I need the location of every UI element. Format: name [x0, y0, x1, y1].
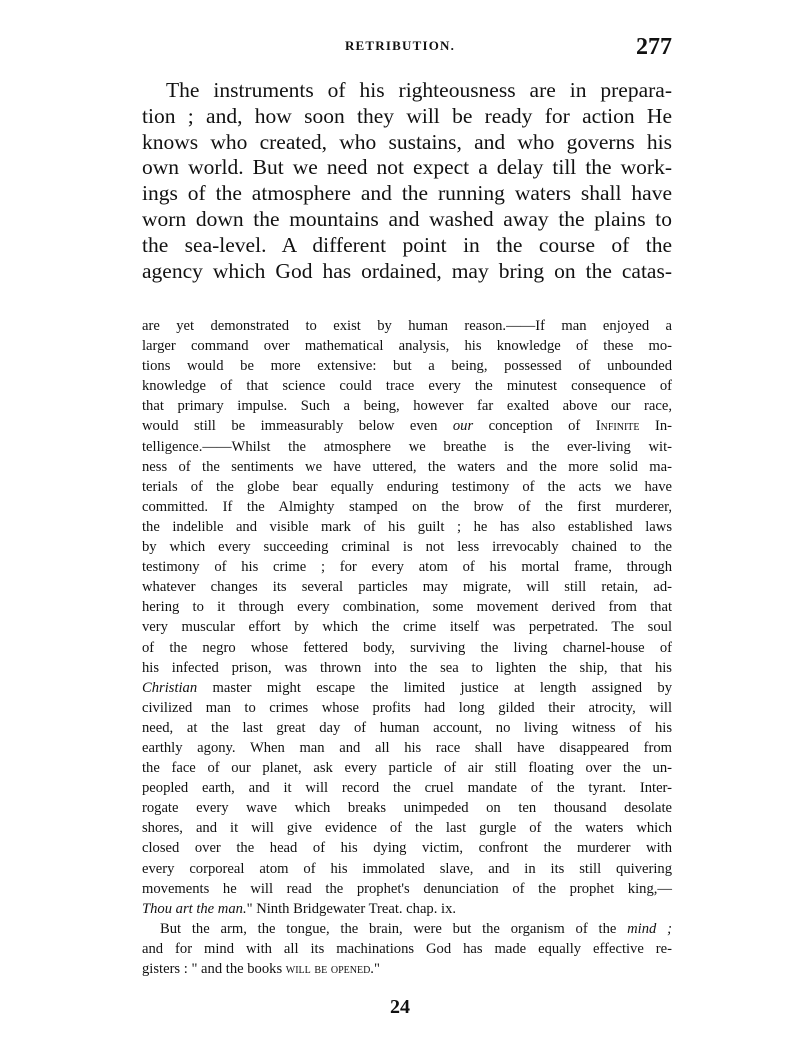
note-line: closed over the head of his dying victim, confront the murderer with	[142, 840, 672, 857]
note-text: But the arm, the tongue, the brain, were but the organism of the	[160, 920, 628, 937]
main-paragraph	[142, 78, 672, 284]
note-line: knowledge of that science could trace every the minutest consequence of	[142, 378, 672, 395]
main-text-line: the sea-level. A different point in the course of the	[142, 232, 672, 257]
note-line: need, at the last great day of human account, no living witness of his	[142, 719, 672, 736]
emphasis-our: our	[452, 418, 474, 435]
main-text-line: worn down the mountains and washed away the plains to	[142, 206, 672, 231]
note-line	[142, 416, 672, 436]
note-text: " Ninth Bridgewater Treat. chap. ix.	[246, 900, 457, 917]
note-line: very muscular effort by which the crime itself was perpetrated. The soul	[142, 619, 672, 636]
signature-mark: 24	[390, 996, 410, 1018]
note-text: master might escape the limited justice at length assigned by	[197, 679, 672, 696]
note-line: the face of our planet, ask every particle of air still floating over the un-	[142, 760, 672, 777]
note-line: civilized man to crimes whose profits had long gilded their atrocity, will	[142, 699, 672, 716]
note-line: hering to it through every combination, some movement derived from that	[142, 599, 672, 616]
note-text: gisters : " and the books	[142, 961, 286, 977]
note-line: telligence.——Whilst the atmosphere we breathe is the ever-living wit-	[142, 438, 672, 455]
note-line: by which every succeeding criminal is not less irrevocably chained to the	[142, 539, 672, 556]
note-line	[142, 899, 672, 919]
note-line: his infected prison, was thrown into the sea to lighten the ship, that his	[142, 659, 672, 676]
note-line: tions would be more extensive: but a being, possessed of unbounded	[142, 358, 672, 375]
note-line: of the negro whose fettered body, surviving the living charnel-house of	[142, 639, 672, 656]
note-line: that primary impulse. Such a being, however far exalted above our race,	[142, 398, 672, 415]
note-line	[142, 678, 672, 698]
running-title: RETRIBUTION.	[344, 38, 456, 53]
note-line: every corporeal atom of his immolated slave, and in its still quivering	[142, 860, 672, 877]
main-text-line: ings of the atmosphere and the running waters shall have	[142, 181, 672, 206]
note-text: In-	[639, 418, 672, 435]
note-line: larger command over mathematical analysis, his knowledge of these mo-	[142, 338, 672, 355]
note-line: earthly agony. When man and all his race shall have disappeared from	[142, 739, 672, 756]
note-text: "	[373, 961, 380, 977]
footnote-block	[142, 316, 672, 979]
note-line: committed. If the Almighty stamped on the brow of the first murderer,	[142, 498, 672, 515]
note-line: movements he will read the prophet's denunciation of the prophet king,—	[142, 880, 672, 897]
main-text-line: agency which God has ordained, may bring on the catas-	[142, 258, 672, 283]
note-line: and for mind with all its machinations God has made equally effective re-	[142, 940, 672, 957]
running-head	[0, 34, 800, 64]
note-line: terials of the globe bear equally enduring testimony of the acts we have	[142, 478, 672, 495]
note-line: are yet demonstrated to exist by human reason.——If man enjoyed a	[142, 318, 672, 334]
note-text: would still be immeasurably below even	[142, 418, 453, 435]
note-line: testimony of his crime ; for every atom of his mortal frame, through	[142, 559, 672, 576]
emphasis-quote: Thou art the man.	[142, 900, 247, 917]
emphasis-mind: mind ;	[627, 920, 672, 937]
emphasis-christian: Christian	[142, 679, 198, 696]
note-line: peopled earth, and it will record the cruel mandate of the tyrant. Inter-	[142, 780, 672, 797]
main-text-line: The instruments of his righteousness are in prepara-	[166, 78, 672, 102]
main-text-line: tion ; and, how soon they will be ready for action He	[142, 103, 672, 128]
main-text-line: own world. But we need not expect a delay till the work-	[142, 155, 672, 180]
note-line: rogate every wave which breaks unimpeded on ten thousand desolate	[142, 800, 672, 817]
note-line	[142, 919, 672, 939]
note-text: conception of	[473, 418, 596, 435]
note-line: the indelible and visible mark of his guilt ; he has also established laws	[142, 518, 672, 535]
main-text-line: knows who created, who sustains, and who governs his	[142, 129, 672, 154]
page-number: 277	[636, 34, 672, 60]
note-line	[142, 959, 672, 979]
small-caps-infinite: Infinite	[595, 418, 640, 435]
note-line: shores, and it will give evidence of the last gurgle of the waters which	[142, 820, 672, 837]
note-line: whatever changes its several particles may migrate, will still retain, ad-	[142, 579, 672, 596]
note-line: ness of the sentiments we have uttered, the waters and the more solid ma-	[142, 458, 672, 475]
small-caps-quote: will be opened.	[285, 961, 374, 977]
